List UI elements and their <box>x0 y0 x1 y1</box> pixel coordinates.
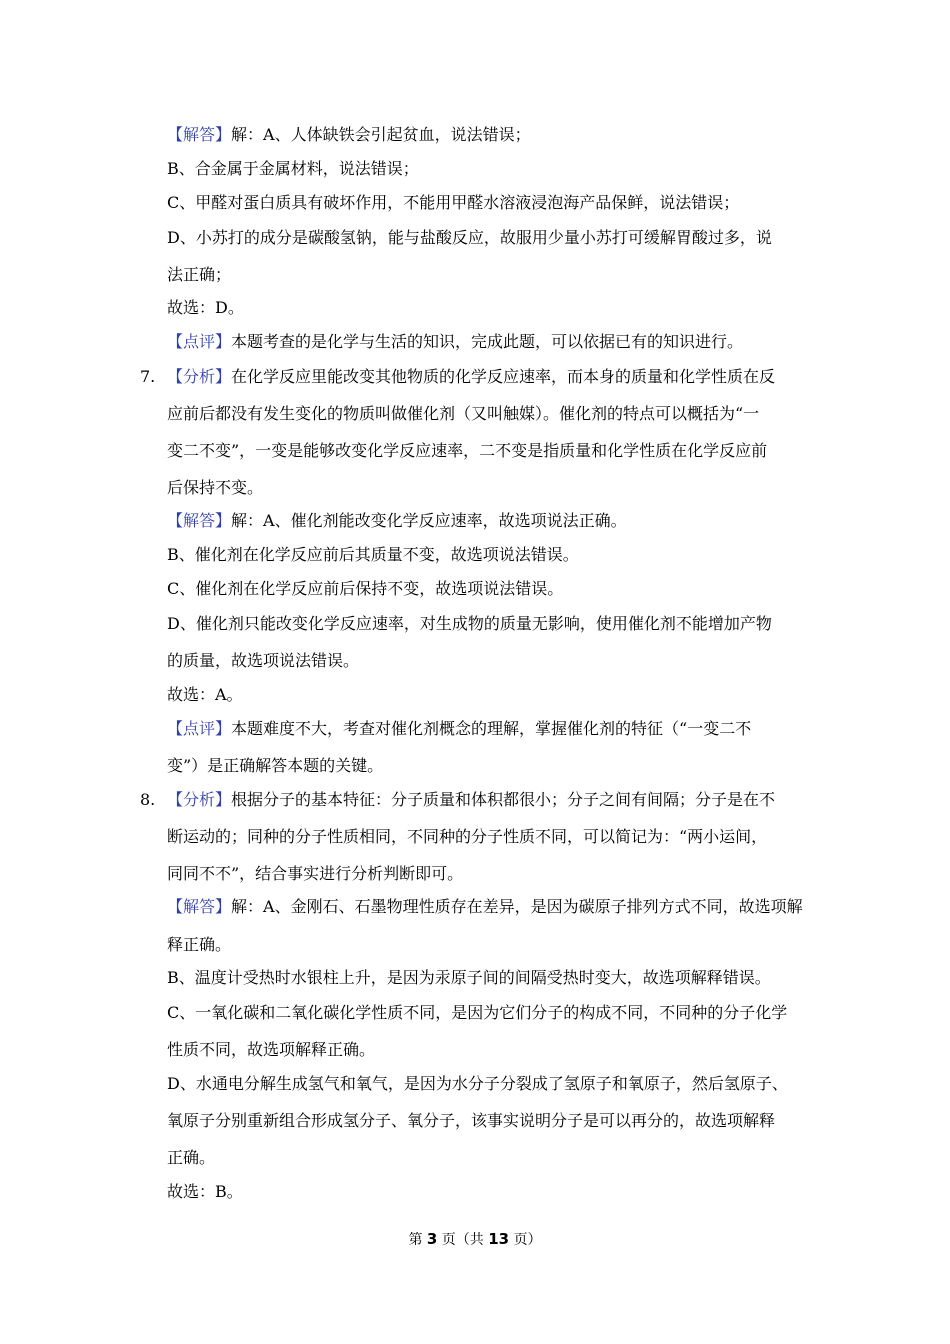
q7-answer-line: C、催化剂在化学反应前后保持不变，故选项说法错误。 <box>167 579 564 598</box>
q7-answer-line: 的质量，故选项说法错误。 <box>167 651 360 670</box>
q8-analysis-line: 【分析】根据分子的基本特征：分子质量和体积都很小；分子之间有间隔；分子是在不 <box>167 790 776 809</box>
q7-analysis-line: 应前后都没有发生变化的物质叫做催化剂（又叫触媒）。催化剂的特点可以概括为“一 <box>167 404 760 423</box>
q8-analysis-line: 同同不不”，结合事实进行分析判断即可。 <box>167 864 464 883</box>
q7-answer-line: 故选：A。 <box>167 685 243 704</box>
q6-answer-line: C、甲醛对蛋白质具有破坏作用，不能用甲醛水溶液浸泡海产品保鲜，说法错误； <box>167 193 740 212</box>
analysis-tag: 【分析】 <box>167 790 232 809</box>
comment-tag: 【点评】 <box>167 719 232 738</box>
q8-answer-line: 【解答】解：A、金刚石、石墨物理性质存在差异，是因为碳原子排列方式不同，故选项解 <box>167 897 803 916</box>
q8-answer-line: B、温度计受热时水银柱上升，是因为汞原子间的间隔受热时变大，故选项解释错误。 <box>167 968 771 987</box>
q7-answer-line: D、催化剂只能改变化学反应速率，对生成物的质量无影响，使用催化剂不能增加产物 <box>167 614 772 633</box>
q7-answer-line: B、催化剂在化学反应前后其质量不变，故选项说法错误。 <box>167 545 579 564</box>
q7-comment-line: 变”）是正确解答本题的关键。 <box>167 756 384 775</box>
answer-tag: 【解答】 <box>167 511 232 530</box>
total-pages: 13 <box>488 1230 510 1248</box>
q6-answer-line: B、合金属于金属材料，说法错误； <box>167 159 419 178</box>
q6-comment-line: 【点评】本题考查的是化学与生活的知识，完成此题，可以依据已有的知识进行。 <box>167 332 744 351</box>
q8-answer-line: D、水通电分解生成氢气和氧气，是因为水分子分裂成了氢原子和氧原子，然后氢原子、 <box>167 1074 788 1093</box>
q6-answer-line: 故选：D。 <box>167 298 244 317</box>
q7-analysis-line: 变二不变”，一变是能够改变化学反应速率，二不变是指质量和化学性质在化学反应前 <box>167 441 768 460</box>
q8-answer-line: 故选：B。 <box>167 1182 243 1201</box>
q8-answer-line: 释正确。 <box>167 935 232 954</box>
analysis-tag: 【分析】 <box>167 367 232 386</box>
question-number: 7. <box>140 367 156 386</box>
q6-answer-line: D、小苏打的成分是碳酸氢钠，能与盐酸反应，故服用少量小苏打可缓解胃酸过多，说 <box>167 228 772 247</box>
q7-analysis-line: 后保持不变。 <box>167 478 264 497</box>
q7-analysis-line: 【分析】在化学反应里能改变其他物质的化学反应速率，而本身的质量和化学性质在反 <box>167 367 776 386</box>
q8-answer-line: 氧原子分别重新组合形成氢分子、氧分子，该事实说明分子是可以再分的，故选项解释 <box>167 1111 776 1130</box>
question-number: 8. <box>140 790 156 809</box>
q7-comment-line: 【点评】本题难度不大，考查对催化剂概念的理解，掌握催化剂的特征（“一变二不 <box>167 719 752 738</box>
comment-tag: 【点评】 <box>167 332 232 351</box>
answer-tag: 【解答】 <box>167 897 232 916</box>
q6-answer-line: 法正确； <box>167 265 232 284</box>
page-number: 3 <box>426 1230 438 1248</box>
q8-analysis-line: 断运动的；同种的分子性质相同，不同种的分子性质不同，可以简记为：“两小运间， <box>167 827 768 846</box>
q7-answer-line: 【解答】解：A、催化剂能改变化学反应速率，故选项说法正确。 <box>167 511 627 530</box>
answer-tag: 【解答】 <box>167 125 232 144</box>
page-footer: 第 3 页（共 13 页） <box>408 1230 542 1248</box>
q8-answer-line: 正确。 <box>167 1148 216 1167</box>
q8-answer-line: C、一氧化碳和二氧化碳化学性质不同，是因为它们分子的构成不同，不同种的分子化学 <box>167 1003 788 1022</box>
q6-answer-line: 【解答】解：A、人体缺铁会引起贫血，说法错误； <box>167 125 531 144</box>
q8-answer-line: 性质不同，故选项解释正确。 <box>167 1040 376 1059</box>
